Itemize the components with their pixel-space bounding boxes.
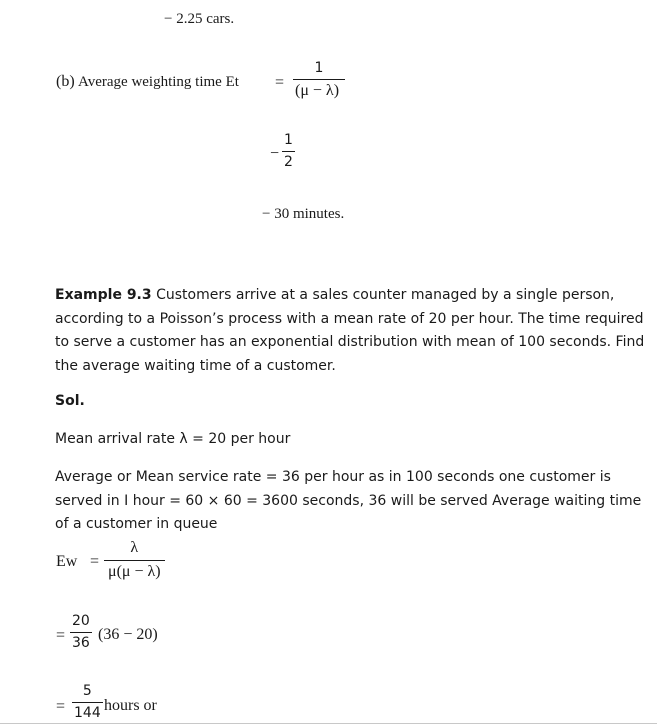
ew3-equals: = — [56, 698, 66, 715]
ew2-numerator: 20 — [72, 613, 90, 629]
example-paragraph — [55, 284, 655, 378]
ew2-fraction — [70, 613, 92, 651]
step2-sign: − — [270, 145, 280, 162]
example-text: Customers arrive at a sales counter managed by a single person, according to a Poisson’s process with a mean rate of 20 per hour. The time required to serve a customer has an exponential distribution with mean of 100 seconds. Find the average waiting time of a customer. — [55, 287, 645, 374]
step2-denominator: 2 — [282, 151, 295, 170]
result-cars: − 2.25 cars. — [164, 11, 235, 27]
ew3-numerator: 5 — [82, 683, 92, 699]
part-b-numerator: 1 — [314, 60, 324, 76]
part-b-fraction — [293, 60, 345, 100]
ew-fraction — [104, 539, 165, 581]
solution-label: Sol. — [55, 393, 85, 409]
result-minutes: − 30 minutes. — [262, 206, 345, 222]
ew2-denominator: 36 — [70, 632, 92, 651]
example-label: Example 9.3 — [55, 287, 152, 303]
part-b-denominator: (μ − λ) — [293, 79, 345, 100]
ew-denominator: μ(μ − λ) — [104, 560, 165, 581]
part-b-text: Average weighting time Et — [78, 74, 239, 90]
step2-numerator: 1 — [284, 132, 293, 148]
step2-fraction — [282, 132, 295, 170]
ew3-denominator: 144 — [72, 702, 103, 721]
ew3-rest: hours or — [104, 697, 157, 714]
ew-numerator: λ — [130, 539, 139, 556]
part-b-label: (b) — [56, 73, 75, 90]
ew2-rest: (36 − 20) — [98, 626, 158, 643]
ew3-fraction — [72, 683, 103, 721]
ew-label: Ew — [56, 553, 78, 570]
page-bottom-divider — [0, 723, 657, 724]
service-rate-paragraph: Average or Mean service rate = 36 per hour as in 100 seconds one customer is served in I hour = 60 × 60 = 3600 seconds, 36 will be served Average waiting time of a customer in queue — [55, 469, 642, 532]
ew2-equals: = — [56, 627, 66, 644]
ew-equals: = — [90, 553, 100, 570]
part-b-equals: = — [275, 74, 285, 91]
arrival-rate-line: Mean arrival rate λ = 20 per hour — [55, 431, 291, 447]
